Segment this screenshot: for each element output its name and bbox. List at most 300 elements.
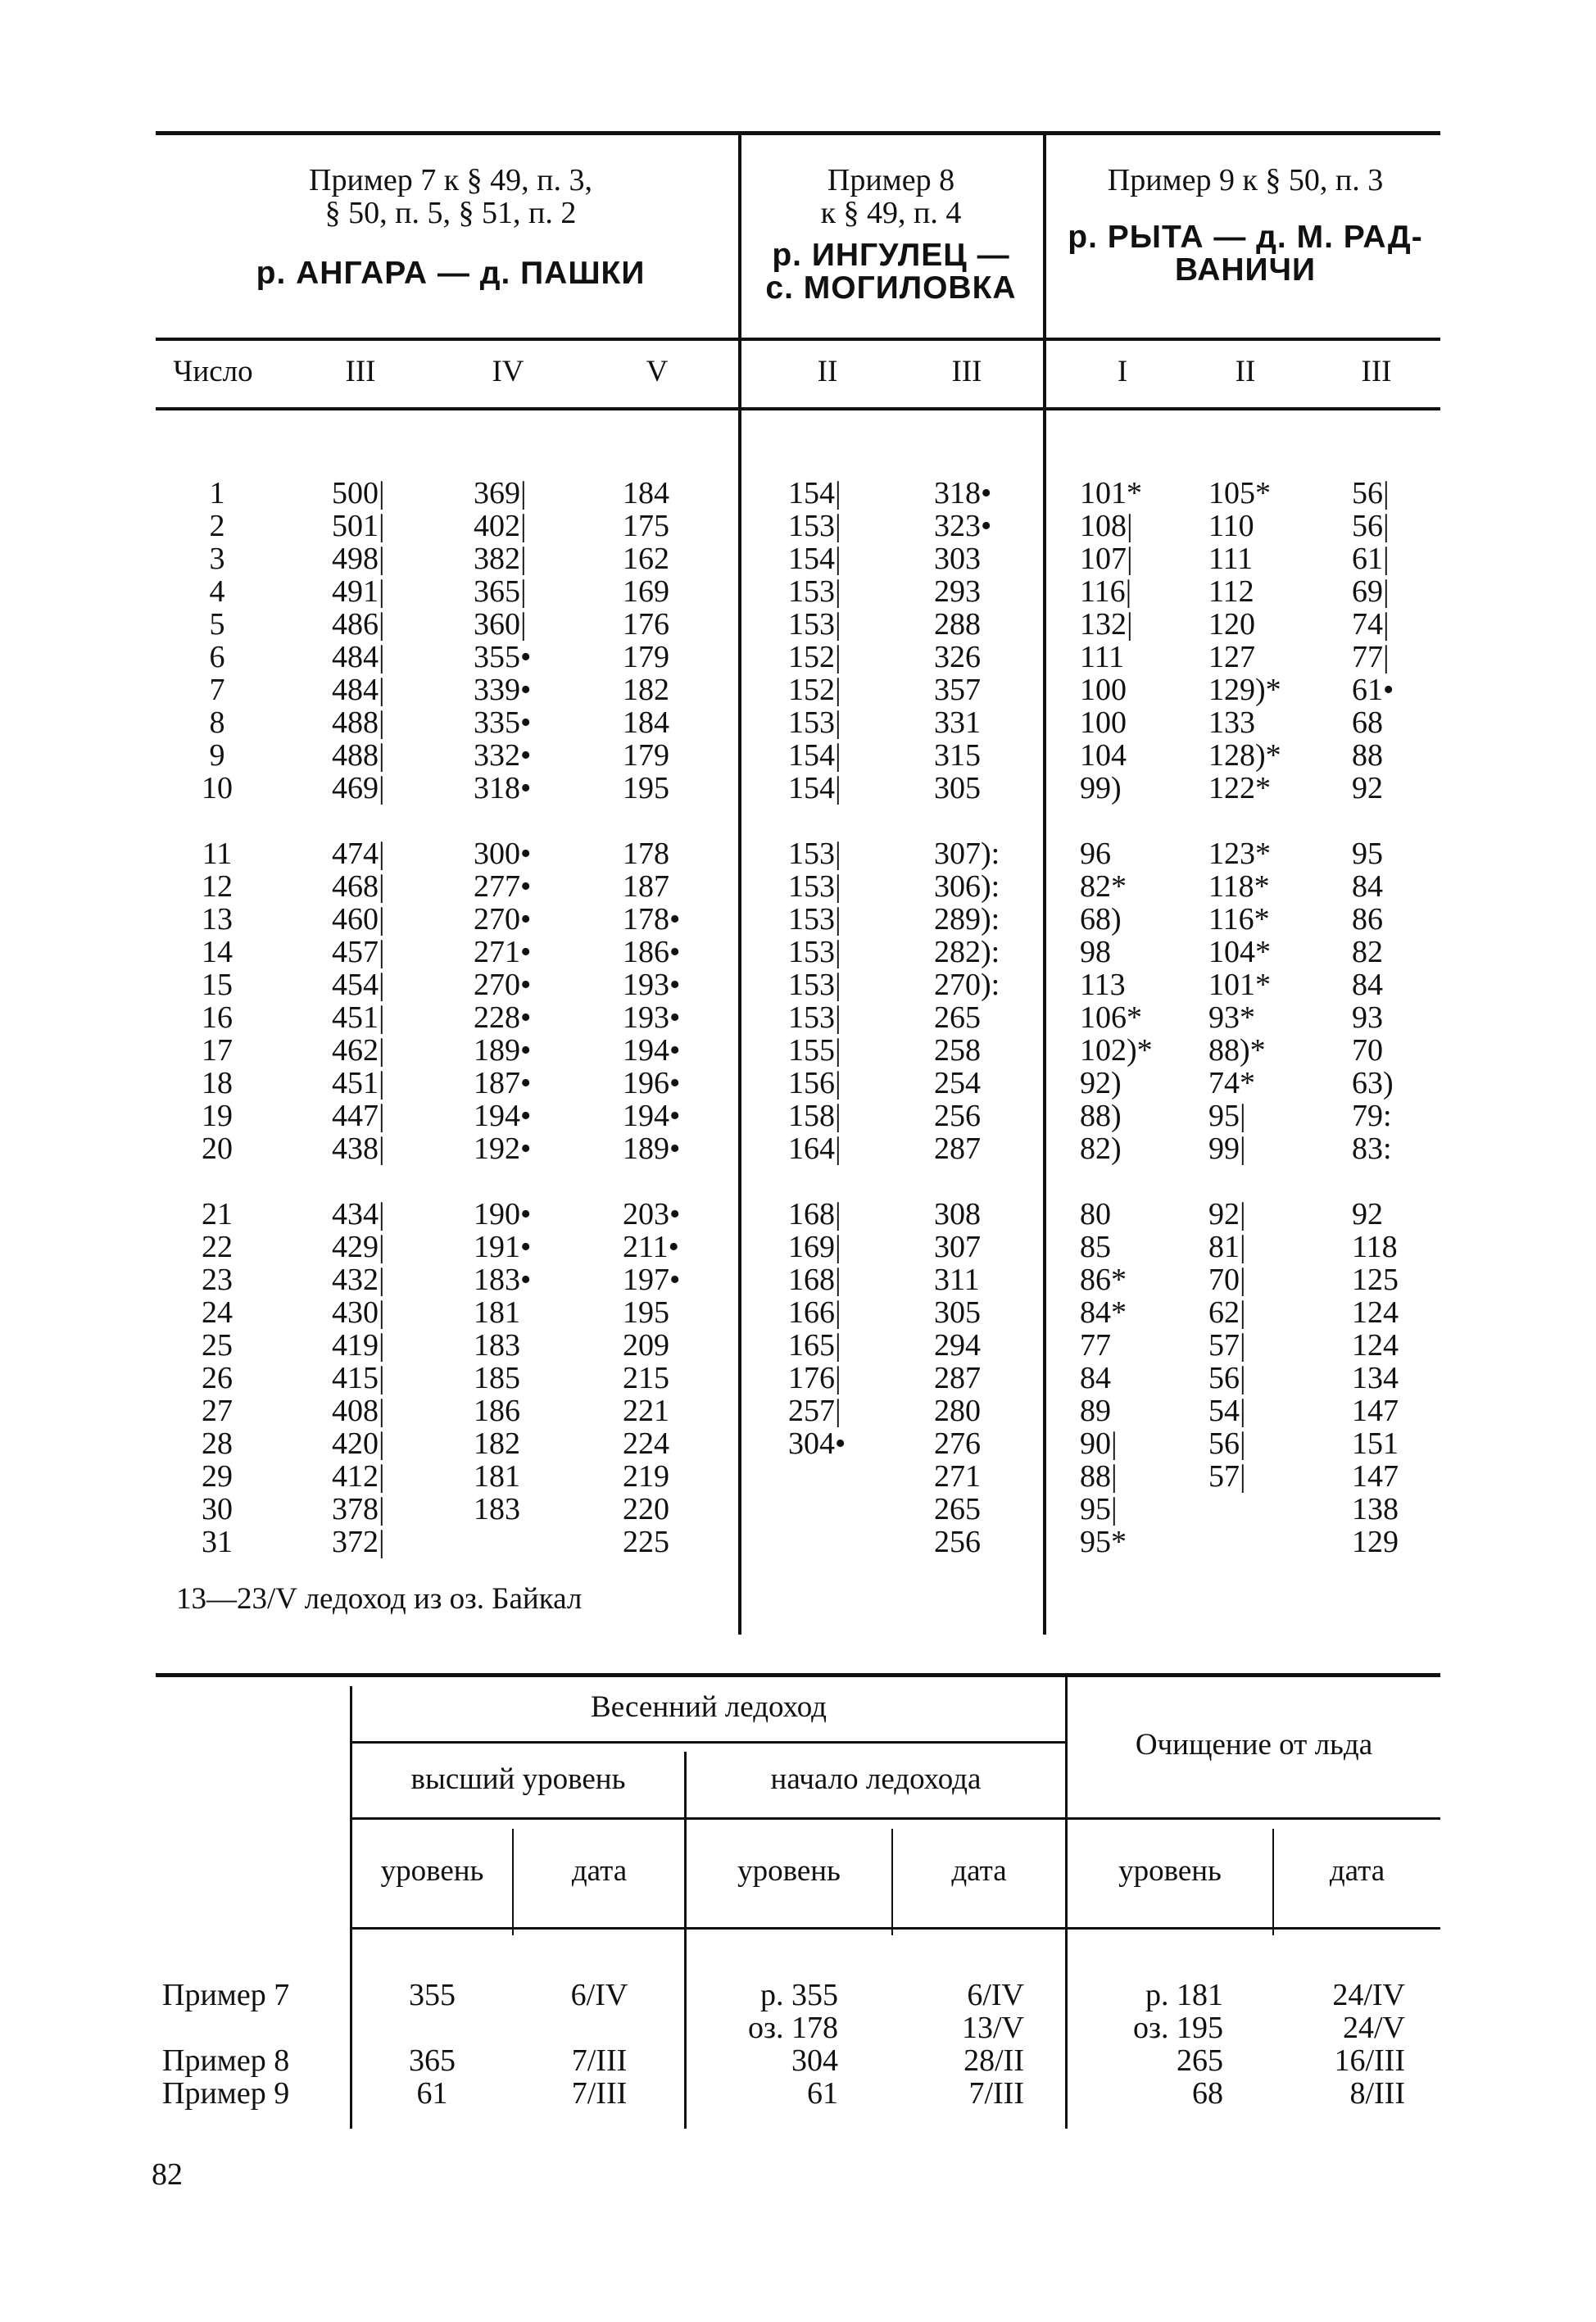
cell: 23 [202,1263,233,1297]
cell: 95| [1080,1492,1118,1526]
cell: 70 [1352,1033,1383,1068]
cell: 307): [934,837,1000,871]
cell: 154| [788,738,841,773]
cell: 209 [623,1328,669,1363]
example-7-title-line2: § 50, п. 5, § 51, п. 2 [324,196,577,230]
cell: 29 [202,1459,233,1494]
cell: 277• [474,869,532,904]
cell: 265 [934,1492,981,1526]
cell: 92) [1080,1066,1122,1100]
cell: 419| [332,1328,385,1363]
cell: 101* [1080,476,1142,510]
cell: 153| [788,869,841,904]
cell: 360| [474,607,527,642]
cell: 318• [474,771,532,805]
cell: 265 [934,1000,981,1035]
cell: 153| [788,607,841,642]
cell: 124 [1352,1295,1399,1330]
summary-cell: 7/III [571,2076,628,2111]
cell: 270• [474,902,532,937]
cell: 153| [788,968,841,1002]
cell: 203• [623,1197,681,1231]
cell: 138 [1352,1492,1399,1526]
ex8-iii-column [934,477,1041,1558]
cell: 164| [788,1132,841,1166]
ex8-iii-group-2 [934,837,1041,1198]
ex8-ii-group-1 [788,477,878,837]
cell: 276 [934,1426,981,1461]
example-8-river-line2: с. МОГИЛОВКА [765,270,1017,306]
cell: 179 [623,738,669,773]
cell: 10 [202,771,233,805]
cell: 318• [934,476,992,510]
cell: 258 [934,1033,981,1068]
cell: 224 [623,1426,669,1461]
cell: 14 [202,935,233,969]
ex8-iii-group-3 [934,1198,1041,1558]
cell: 408| [332,1394,385,1428]
cell: 2 [209,509,225,543]
cell: 382| [474,542,527,576]
summary-cell: 24/V [1343,2011,1405,2045]
cell: 220 [623,1492,669,1526]
cell: 215 [623,1361,669,1395]
cell: 469| [332,771,385,805]
cell: 365| [474,574,527,609]
cl-level-values [1068,1979,1223,2110]
cell: 111 [1208,542,1254,576]
cell: 95| [1208,1099,1246,1133]
cell: 129)* [1208,673,1281,707]
cell: 195 [623,1295,669,1330]
cell: 484| [332,673,385,707]
cell: 474| [332,837,385,871]
cell: 335• [474,705,532,740]
example-7-river: р. АНГАРА — д. ПАШКИ [256,256,646,291]
cell: 197• [623,1263,681,1297]
hl-date-values [515,1979,684,2110]
summary-cell: 61 [416,2076,448,2111]
column-header-rule [156,407,1440,410]
days-group-3 [176,1198,258,1558]
cell: 107| [1080,542,1133,576]
cell: 56| [1352,509,1390,543]
column-header-ex9-ii: II [1235,355,1256,388]
summary-cell: 6/IV [570,1978,628,2012]
cell: 111 [1080,640,1125,674]
cell: 120 [1208,607,1255,642]
cell: 105* [1208,476,1271,510]
cell: 304• [788,1426,846,1461]
cell: 429| [332,1230,385,1264]
cell: 57| [1208,1459,1246,1494]
ex8-iii-group-1 [934,477,1041,837]
cell: 288 [934,607,981,642]
cell: 488| [332,738,385,773]
cell: 19 [202,1099,233,1133]
cell: 211• [623,1230,679,1264]
cell: 305 [934,771,981,805]
summary-hl-inner [512,1829,514,1935]
cell: 82) [1080,1132,1122,1166]
summary-cell: 16/III [1334,2043,1405,2078]
summary-cell: 265 [1177,2043,1223,2078]
clearing-heading: Очищение от льда [1135,1728,1373,1762]
cell: 462| [332,1033,385,1068]
example-7-title-line1: Пример 7 к § 49, п. 3, [309,163,592,197]
cell: 98 [1080,935,1111,969]
cell: 153| [788,574,841,609]
cell [1208,1526,1315,1558]
cell: 294 [934,1328,981,1363]
example-9-river-line1: р. РЫТА — д. М. РАД- [1068,220,1423,255]
cell: 128)* [1208,738,1281,773]
ex9-i-group-3 [1080,1198,1186,1558]
cell: 18 [202,1066,233,1100]
cell: 183• [474,1263,532,1297]
cell: 179 [623,640,669,674]
ex7-iii-column [332,477,414,1558]
cell: 99) [1080,771,1122,805]
ex7-iv-group-3 [474,1198,564,1558]
cell: 184 [623,476,669,510]
cell: 153| [788,902,841,937]
cell: 20 [202,1132,233,1166]
page-number: 82 [152,2157,183,2192]
example-9-header [1049,164,1442,287]
cell: 84 [1352,968,1383,1002]
row-label-ex8: Пример 8 [162,2043,290,2078]
cell: 152| [788,640,841,674]
cell: 430| [332,1295,385,1330]
cell: 176 [623,607,669,642]
cell: 183 [474,1328,520,1363]
cell: 402| [474,509,527,543]
cell: 194• [623,1099,681,1133]
cell: 25 [202,1328,233,1363]
ex9-i-column [1080,477,1186,1558]
ex9-iii-group-2 [1352,837,1434,1198]
cell: 17 [202,1033,233,1068]
cell: 21 [202,1197,233,1231]
cell: 256 [934,1525,981,1559]
cell: 7 [209,673,225,707]
cell: 501| [332,509,385,543]
ice-start-heading: начало ледохода [770,1762,982,1796]
cell: 185 [474,1361,520,1395]
cell: 133 [1208,705,1255,740]
cell: 181 [474,1295,520,1330]
cell: 287 [934,1132,981,1166]
row-label-ex9: Пример 9 [162,2076,290,2111]
cell: 84 [1352,869,1383,904]
cell: 271 [934,1459,981,1494]
ex8-ii-group-3 [788,1198,878,1558]
cell: 315 [934,738,981,773]
cell: 282): [934,935,1000,969]
cell: 15 [202,968,233,1002]
cell: 305 [934,1295,981,1330]
cell: 56| [1208,1361,1246,1395]
cell: 186 [474,1394,520,1428]
cell: 191• [474,1230,532,1264]
cell: 257| [788,1394,841,1428]
cell: 8 [209,705,225,740]
cell: 434| [332,1197,385,1231]
cell: 165| [788,1328,841,1363]
example-9-river-line2: ВАНИЧИ [1174,252,1317,288]
cell: 104* [1208,935,1271,969]
summary-cell: 304 [791,2043,838,2078]
cell: 280 [934,1394,981,1428]
cell: 95 [1352,837,1383,871]
cell: 79: [1352,1099,1392,1133]
cell: 56| [1352,476,1390,510]
cell: 460| [332,902,385,937]
cell: 6 [209,640,225,674]
ex7-iii-group-1 [332,477,414,837]
ex8-ii-column [788,477,878,1558]
cell: 221 [623,1394,669,1428]
cell: 92 [1352,771,1383,805]
summary-cl-inner [1272,1829,1274,1935]
cell: 332• [474,738,532,773]
row-label-ex7: Пример 7 [162,1978,290,2012]
hl-level-values [352,1979,512,2110]
cell: 88| [1080,1459,1118,1494]
cell: 129 [1352,1525,1399,1559]
cell: 101* [1208,968,1271,1002]
column-header-ex9-i: I [1117,355,1128,388]
cell: 82* [1080,869,1127,904]
cell: 196• [623,1066,681,1100]
cell: 116| [1080,574,1132,609]
highest-level-heading: высший уровень [410,1762,626,1796]
days-group-1 [176,477,258,837]
cell: 293 [934,574,981,609]
example-8-title-line2: к § 49, п. 4 [820,196,962,230]
column-header-ex8-iii: III [951,355,982,388]
ex9-i-group-1 [1080,477,1186,837]
ex7-iii-group-2 [332,837,414,1198]
cell: 486| [332,607,385,642]
cell: 93* [1208,1000,1255,1035]
column-header-ex7-v: V [646,355,669,388]
summary-cell: 7/III [968,2076,1024,2111]
column-header-day: Число [173,355,253,388]
ex7-iv-column [474,477,564,1558]
cell: 13 [202,902,233,937]
ex7-v-group-2 [623,837,713,1198]
cell: 74| [1352,607,1390,642]
cell: 112 [1208,574,1254,609]
ex9-ii-column [1208,477,1315,1558]
summary-cell: 68 [1192,2076,1223,2111]
cell: 110 [1208,509,1254,543]
cell: 153| [788,705,841,740]
cell: 447| [332,1099,385,1133]
cell: 100 [1080,705,1127,740]
cell: 488| [332,705,385,740]
days-group-2 [176,837,258,1198]
cell: 100 [1080,673,1127,707]
ice-drift-note: 13—23/V ледоход из оз. Байкал [176,1582,583,1616]
ex9-iii-group-1 [1352,477,1434,837]
cell: 181 [474,1459,520,1494]
ex7-iii-group-3 [332,1198,414,1558]
cell: 132| [1080,607,1133,642]
cell: 77| [1352,640,1390,674]
summary-cell: р. 355 [760,1978,838,2012]
cell: 432| [332,1263,385,1297]
cell: 62| [1208,1295,1246,1330]
cell: 158| [788,1099,841,1133]
is-date-values [893,1979,1024,2110]
cell: 28 [202,1426,233,1461]
ex8-ii-group-2 [788,837,878,1198]
cell: 125 [1352,1263,1399,1297]
cell: 81| [1208,1230,1246,1264]
cell: 88)* [1208,1033,1266,1068]
cell: 182 [474,1426,520,1461]
header-rule [156,338,1440,341]
cell: 56| [1208,1426,1246,1461]
cell: 99| [1208,1132,1246,1166]
ex7-iv-group-1 [474,477,564,837]
hl-date-heading: дата [571,1854,628,1888]
summary-cell: 13/V [962,2011,1024,2045]
cell: 102)* [1080,1033,1153,1068]
day-column [176,477,258,1558]
cell: 24 [202,1295,233,1330]
cell: 92 [1352,1197,1383,1231]
cell: 88 [1352,738,1383,773]
cell: 89 [1080,1394,1111,1428]
cell: 308 [934,1197,981,1231]
cell: 178 [623,837,669,871]
cell: 468| [332,869,385,904]
cell: 54| [1208,1394,1246,1428]
cell: 193• [623,968,681,1002]
separator-ex8-ex9 [1043,135,1046,1635]
subheading-rule [352,1817,1440,1820]
cell: 355• [474,640,532,674]
separator-ex7-ex8 [738,135,741,1635]
cell: 147 [1352,1394,1399,1428]
ex9-i-group-2 [1080,837,1186,1198]
cell: 190• [474,1197,532,1231]
cell: 168| [788,1263,841,1297]
cell: 303 [934,542,981,576]
cell: 153| [788,837,841,871]
cell: 289): [934,902,1000,937]
summary-cell: 24/IV [1332,1978,1405,2012]
ex9-iii-group-3 [1352,1198,1434,1558]
cell: 93 [1352,1000,1383,1035]
summary-cell [515,2011,684,2044]
cell: 69| [1352,574,1390,609]
cell: 63) [1352,1066,1394,1100]
summary-row-labels [162,1979,326,2110]
cell: 156| [788,1066,841,1100]
cell: 339• [474,673,532,707]
cl-level-heading: уровень [1118,1854,1222,1888]
cell: 116* [1208,902,1270,937]
cell: 84* [1080,1295,1127,1330]
cell: 451| [332,1066,385,1100]
cell: 86* [1080,1263,1127,1297]
cell: 70| [1208,1263,1246,1297]
cl-date-heading: дата [1329,1854,1385,1888]
cell: 187• [474,1066,532,1100]
cell: 127 [1208,640,1255,674]
cell: 9 [209,738,225,773]
cell: 219 [623,1459,669,1494]
cell: 118* [1208,869,1270,904]
cell [1208,1493,1315,1526]
hl-level-heading: уровень [380,1854,484,1888]
cell: 16 [202,1000,233,1035]
cell: 68) [1080,902,1122,937]
cell: 331 [934,705,981,740]
cell: 22 [202,1230,233,1264]
ex9-ii-group-3 [1208,1198,1315,1558]
summary-cell: 8/III [1349,2076,1405,2111]
cell: 256 [934,1099,981,1133]
ex7-v-column [623,477,713,1558]
example-9-title-line1: Пример 9 к § 50, п. 3 [1107,163,1384,197]
cell: 323• [934,509,992,543]
top-rule [156,131,1440,135]
cell: 457| [332,935,385,969]
cell: 307 [934,1230,981,1264]
cell [788,1526,878,1558]
ex7-iv-group-2 [474,837,564,1198]
cell: 184 [623,705,669,740]
summary-is-inner [891,1829,893,1935]
is-level-values [687,1979,838,2110]
cell: 192• [474,1132,532,1166]
cell: 95* [1080,1525,1127,1559]
summary-cell: оз. 195 [1132,2011,1223,2045]
ex7-v-group-1 [623,477,713,837]
cell: 357 [934,673,981,707]
cell: 484| [332,640,385,674]
cell: 82 [1352,935,1383,969]
cell: 118 [1352,1230,1398,1264]
cell: 183 [474,1492,520,1526]
column-header-ex9-iii: III [1361,355,1392,388]
cell: 500| [332,476,385,510]
cell: 5 [209,607,225,642]
cell: 454| [332,968,385,1002]
summary-cell: оз. 178 [747,2011,838,2045]
example-7-header [164,164,737,290]
cell: 30 [202,1492,233,1526]
cell: 372| [332,1525,385,1559]
cell: 113 [1080,968,1126,1002]
ex7-v-group-3 [623,1198,713,1558]
is-level-heading: уровень [737,1854,841,1888]
cell: 326 [934,640,981,674]
column-header-ex7-iii: III [345,355,376,388]
column-header-ex7-iv: IV [492,355,524,388]
cell: 92| [1208,1197,1246,1231]
cell: 83: [1352,1132,1392,1166]
cell: 270• [474,968,532,1002]
cell: 151 [1352,1426,1399,1461]
cell: 106* [1080,1000,1142,1035]
